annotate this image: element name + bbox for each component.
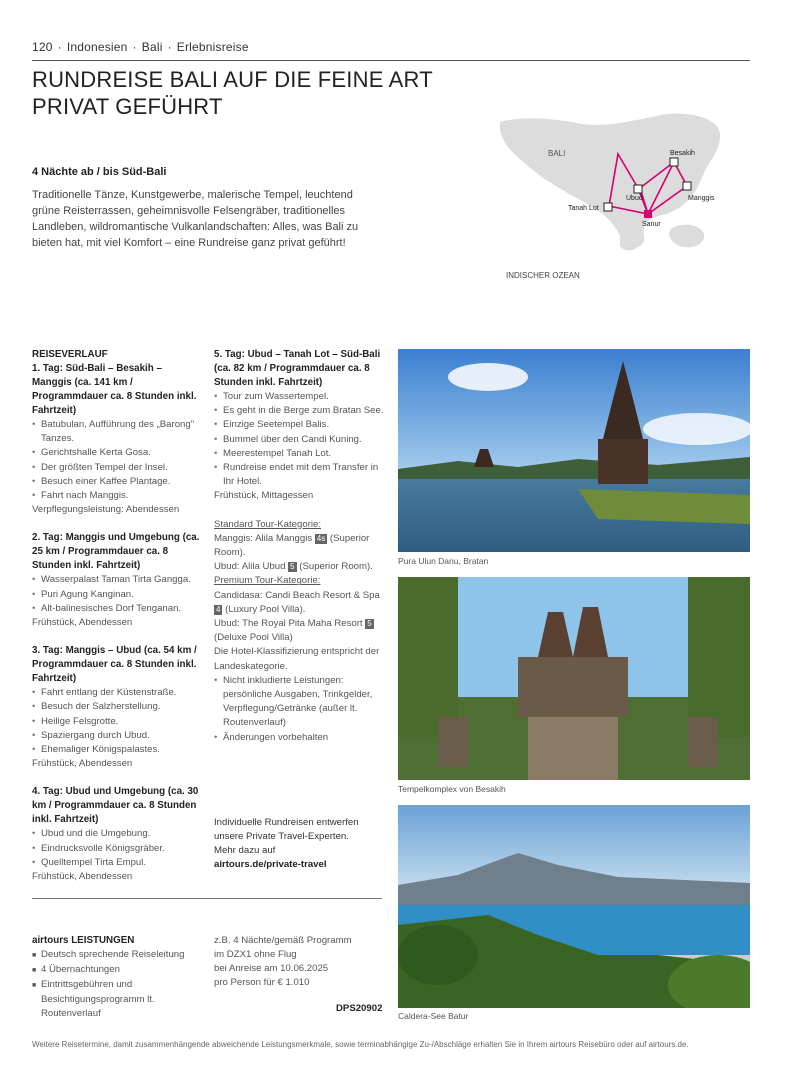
day5-title: 5. Tag: Ubud – Tanah Lot – Süd-Bali (ca. 82 km / Programmdauer ca. 8 Stunden inkl. Fahrtzeit) bbox=[214, 349, 381, 388]
premium-category-label: Premium Tour-Kategorie: bbox=[214, 575, 321, 587]
list-item: • Eindrucksvolle Königsgräber. bbox=[32, 842, 202, 856]
hotel-rating-badge: 5 bbox=[290, 562, 295, 572]
map-label-island: BALI bbox=[548, 149, 566, 158]
list-item: • Gerichtshalle Kerta Gosa. bbox=[32, 446, 202, 460]
map-label-ubud: Ubud bbox=[626, 195, 643, 202]
page-title: RUNDREISE BALI AUF DIE FEINE ART PRIVAT GEFÜHRT bbox=[32, 67, 433, 119]
map-label-besakih: Besakih bbox=[670, 150, 695, 157]
day3-meals: Frühstück, Abendessen bbox=[32, 758, 133, 770]
trip-code: DPS20902 bbox=[336, 1003, 383, 1014]
list-item: • Besuch der Salzherstellung. bbox=[32, 700, 202, 714]
section-divider bbox=[32, 898, 382, 899]
list-item: • Ubud und die Umgebung. bbox=[32, 827, 202, 841]
day5-meals: Frühstück, Mittagessen bbox=[214, 490, 314, 502]
intro-text: Traditionelle Tänze, Kunstgewerbe, malerische Tempel, leuchtend grüne Reisterrassen, geheimnisvolle Felsengräber, traditionelles Landleben, wildromantische Vulkanlandschaften: Alles, was Bali zu bieten hat, mit viel Komfort – eine Rundreise ganz privat geführt! bbox=[32, 189, 359, 249]
list-item: • Fahrt entlang der Küstenstraße. bbox=[32, 686, 202, 700]
caption-photo-3: Caldera-See Batur bbox=[398, 1011, 469, 1021]
list-item: • Rundreise endet mit dem Transfer in Ihr Hotel. bbox=[214, 461, 386, 489]
list-item: • Spaziergang durch Ubud. bbox=[32, 729, 202, 743]
hotel-premium-ubud: Ubud: The Royal Pita Maha Resort 5 (Deluxe Pool Villa) bbox=[214, 618, 372, 644]
day2-title: 2. Tag: Manggis und Umgebung (ca. 25 km / Programmdauer ca. 8 Stunden inkl. Fahrtzeit) bbox=[32, 532, 200, 572]
day2-list bbox=[32, 573, 202, 616]
list-item: • Heilige Felsgrotte. bbox=[32, 715, 202, 729]
list-item: • Puri Agung Kanginan. bbox=[32, 588, 202, 602]
photo-pura-ulun-danu bbox=[398, 349, 750, 552]
day2-meals: Frühstück, Abendessen bbox=[32, 617, 133, 629]
list-item: ■ Deutsch sprechende Reiseleitung bbox=[32, 948, 207, 963]
hotel-classification-note: Die Hotel-Klassifizierung entspricht der Landeskategorie. bbox=[214, 646, 380, 672]
day4-meals: Frühstück, Abendessen bbox=[32, 871, 133, 883]
list-item: • Es geht in die Berge zum Bratan See. bbox=[214, 404, 386, 418]
private-travel-note: Individuelle Rundreisen entwerfen unsere Private Travel-Experten. Mehr dazu auf airtours.de/private-travel bbox=[214, 817, 359, 870]
day1-meals: Verpflegungsleistung: Abendessen bbox=[32, 504, 180, 516]
hotel-premium-candidasa: Candidasa: Candi Beach Resort & Spa 4 (Luxury Pool Villa). bbox=[214, 589, 380, 615]
services-block bbox=[32, 934, 207, 1021]
list-item: ■ Eintrittsgebühren und Besichtigungsprogramm lt. Routenverlauf bbox=[32, 978, 207, 1021]
list-item: • Der größten Tempel der Insel. bbox=[32, 461, 202, 475]
list-item: • Besuch einer Kaffee Plantage. bbox=[32, 475, 202, 489]
page-number: 120 bbox=[32, 40, 53, 54]
trip-subheading: 4 Nächte ab / bis Süd-Bali bbox=[32, 166, 167, 178]
day3-list bbox=[32, 686, 202, 757]
list-item: • Bummel über den Candi Kuning. bbox=[214, 433, 386, 447]
price-value: pro Person für € 1.010 bbox=[214, 977, 310, 988]
route-map bbox=[492, 110, 748, 285]
list-item: • Meerestempel Tanah Lot. bbox=[214, 447, 386, 461]
day1-list bbox=[32, 418, 202, 503]
breadcrumb-item-type[interactable]: Erlebnisreise bbox=[176, 40, 249, 54]
hotel-rating-badge: 4s bbox=[316, 533, 326, 543]
list-item: • Quelltempel Tirta Empul. bbox=[32, 856, 202, 870]
services-list bbox=[32, 948, 207, 1021]
day1-title: 1. Tag: Süd-Bali – Besakih – Manggis (ca. 141 km / Programmdauer ca. 8 Stunden inkl. Fahrtzeit) bbox=[32, 363, 197, 416]
extras-list bbox=[214, 674, 386, 745]
breadcrumb-item-country[interactable]: Indonesien bbox=[66, 40, 128, 54]
breadcrumb: 120 · Indonesien · Bali · Erlebnisreise bbox=[32, 40, 249, 54]
breadcrumb-item-region[interactable]: Bali bbox=[141, 40, 163, 54]
list-item: • Batubulan, Aufführung des „Barong" Tanzes. bbox=[32, 418, 202, 446]
list-item: • Nicht inkludierte Leistungen: persönliche Ausgaben, Trinkgelder, Verpflegung/Getränke (außer lt. Routenverlauf) bbox=[214, 674, 386, 731]
photo-besakih bbox=[398, 577, 750, 780]
caption-photo-2: Tempelkomplex von Besakih bbox=[398, 784, 506, 794]
marker-besakih bbox=[670, 158, 678, 166]
hotel-standard-ubud: Ubud: Alila Ubud 5 (Superior Room). bbox=[214, 561, 373, 573]
hotel-rating-badge: 5 bbox=[367, 619, 372, 629]
price-block: z.B. 4 Nächte/gemäß Programm im DZX1 ohne Flug bei Anreise am 10.06.2025 pro Person für € 1.010 bbox=[214, 934, 384, 990]
itinerary-heading: REISEVERLAUF bbox=[32, 349, 108, 360]
list-item: • Wasserpalast Taman Tirta Gangga. bbox=[32, 573, 202, 587]
hotel-rating-badge: 4 bbox=[216, 604, 221, 614]
hotel-standard-manggis: Manggis: Alila Manggis 4s (Superior Room). bbox=[214, 532, 370, 559]
day5-list bbox=[214, 390, 386, 489]
day4-title: 4. Tag: Ubud und Umgebung (ca. 30 km / Programmdauer ca. 8 Stunden inkl. Fahrtzeit) bbox=[32, 786, 199, 826]
marker-sanur bbox=[644, 210, 652, 218]
caption-photo-1: Pura Ulun Danu, Bratan bbox=[398, 556, 489, 566]
marker-tanah-lot bbox=[604, 203, 612, 211]
list-item: • Alt-balinesisches Dorf Tenganan. bbox=[32, 602, 202, 616]
day4-list bbox=[32, 827, 202, 870]
list-item: • Ehemaliger Königspalastes. bbox=[32, 743, 202, 757]
services-heading: airtours LEISTUNGEN bbox=[32, 935, 135, 946]
map-label-ocean: INDISCHER OZEAN bbox=[506, 271, 580, 280]
nusa-penida-shape bbox=[669, 225, 704, 248]
standard-category-label: Standard Tour-Kategorie: bbox=[214, 518, 322, 530]
marker-ubud bbox=[634, 185, 642, 193]
list-item: • Fahrt nach Manggis. bbox=[32, 489, 202, 503]
list-item: • Tour zum Wassertempel. bbox=[214, 390, 386, 404]
map-label-sanur: Sanur bbox=[642, 221, 661, 228]
itinerary-column-1 bbox=[32, 348, 202, 884]
list-item: • Einzige Seetempel Balis. bbox=[214, 418, 386, 432]
map-label-manggis: Manggis bbox=[688, 195, 715, 202]
map-label-tanah-lot: Tanah Lot bbox=[568, 205, 599, 212]
day3-title: 3. Tag: Manggis – Ubud (ca. 54 km / Programmdauer ca. 8 Stunden inkl. Fahrtzeit) bbox=[32, 645, 197, 685]
marker-manggis bbox=[683, 182, 691, 190]
photo-batur bbox=[398, 805, 750, 1008]
footer-note: Weitere Reisetermine, damit zusammenhängende abweichende Leistungsmerkmale, sowie terminabhängige Zu-/Abschläge erhalten Sie in Ihrem airtours Reisebüro oder auf airtours.de. bbox=[32, 1040, 689, 1049]
private-travel-link[interactable]: airtours.de/private-travel bbox=[214, 859, 327, 870]
list-item: ■ 4 Übernachtungen bbox=[32, 963, 207, 978]
header-divider bbox=[32, 60, 750, 61]
itinerary-column-2 bbox=[214, 348, 386, 745]
list-item: • Änderungen vorbehalten bbox=[214, 731, 386, 745]
